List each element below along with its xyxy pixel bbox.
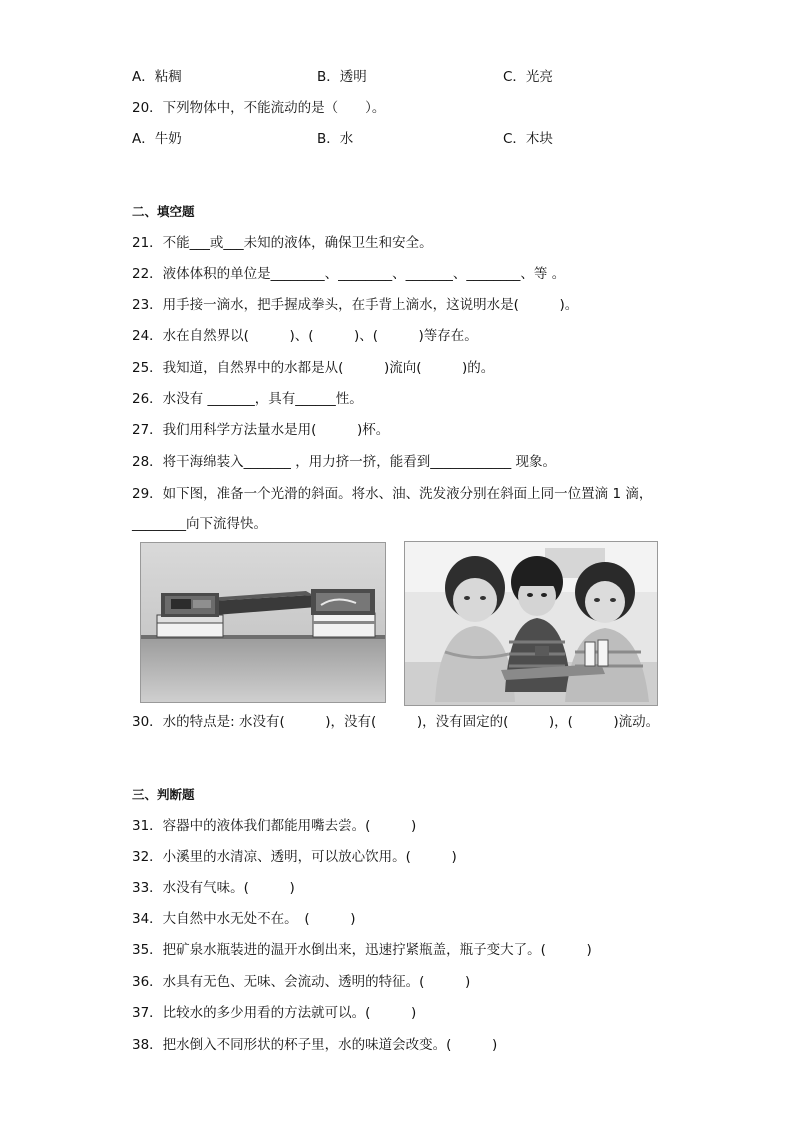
question-33: 33．水没有气味。( ) xyxy=(132,880,295,896)
question-32: 32．小溪里的水清凉、透明，可以放心饮用。( ) xyxy=(132,849,457,865)
question-29-continued: ________向下流得快。 xyxy=(132,516,267,532)
children-experiment-image xyxy=(405,542,657,705)
photo-children-experiment xyxy=(404,541,658,706)
question-28: 28．将干海绵装入_______ ，用力挤一挤，能看到____________ 现象。 xyxy=(132,454,557,470)
q19-option-b: B．透明 xyxy=(317,69,367,85)
question-36: 36．水具有无色、无味、会流动、透明的特征。( ) xyxy=(132,974,471,990)
q20-option-c: C．木块 xyxy=(503,131,553,147)
question-35: 35．把矿泉水瓶装进的温开水倒出来，迅速拧紧瓶盖，瓶子变大了。( ) xyxy=(132,942,592,958)
question-21: 21．不能___或___未知的液体，确保卫生和安全。 xyxy=(132,235,433,251)
q20-option-a: A．牛奶 xyxy=(132,131,182,147)
question-37: 37．比较水的多少用看的方法就可以。( ) xyxy=(132,1005,417,1021)
q19-option-c: C．光亮 xyxy=(503,69,553,85)
section-heading-fill-in: 二、填空题 xyxy=(132,204,195,219)
photo-books-slope xyxy=(140,542,386,703)
books-slope-image xyxy=(141,543,385,702)
question-22: 22．液体体积的单位是________、________、_______、________、等 。 xyxy=(132,266,566,282)
question-27: 27．我们用科学方法量水是用( )杯。 xyxy=(132,422,390,438)
question-25: 25．我知道，自然界中的水都是从( )流向( )的。 xyxy=(132,360,495,376)
section-heading-true-false: 三、判断题 xyxy=(132,787,195,802)
q20-option-b: B．水 xyxy=(317,131,354,147)
question-34: 34．大自然中水无处不在。 ( ) xyxy=(132,911,356,927)
question-24: 24．水在自然界以( )、( )、( )等存在。 xyxy=(132,328,478,344)
question-29: 29．如下图，准备一个光滑的斜面。将水、油、洗发液分别在斜面上同一位置滴 1 滴， xyxy=(132,486,653,502)
question-23: 23．用手接一滴水，把手握成拳头，在手背上滴水，这说明水是( )。 xyxy=(132,297,579,313)
question-31: 31．容器中的液体我们都能用嘴去尝。( ) xyxy=(132,818,417,834)
question-38: 38．把水倒入不同形状的杯子里，水的味道会改变。( ) xyxy=(132,1037,498,1053)
q20-question: 20．下列物体中，不能流动的是（ ）。 xyxy=(132,100,386,116)
question-30: 30．水的特点是: 水没有( )，没有( )，没有固定的( )，( )流动。 xyxy=(132,714,660,730)
q19-option-a: A．粘稠 xyxy=(132,69,182,85)
question-26: 26．水没有 _______，具有______性。 xyxy=(132,391,363,407)
